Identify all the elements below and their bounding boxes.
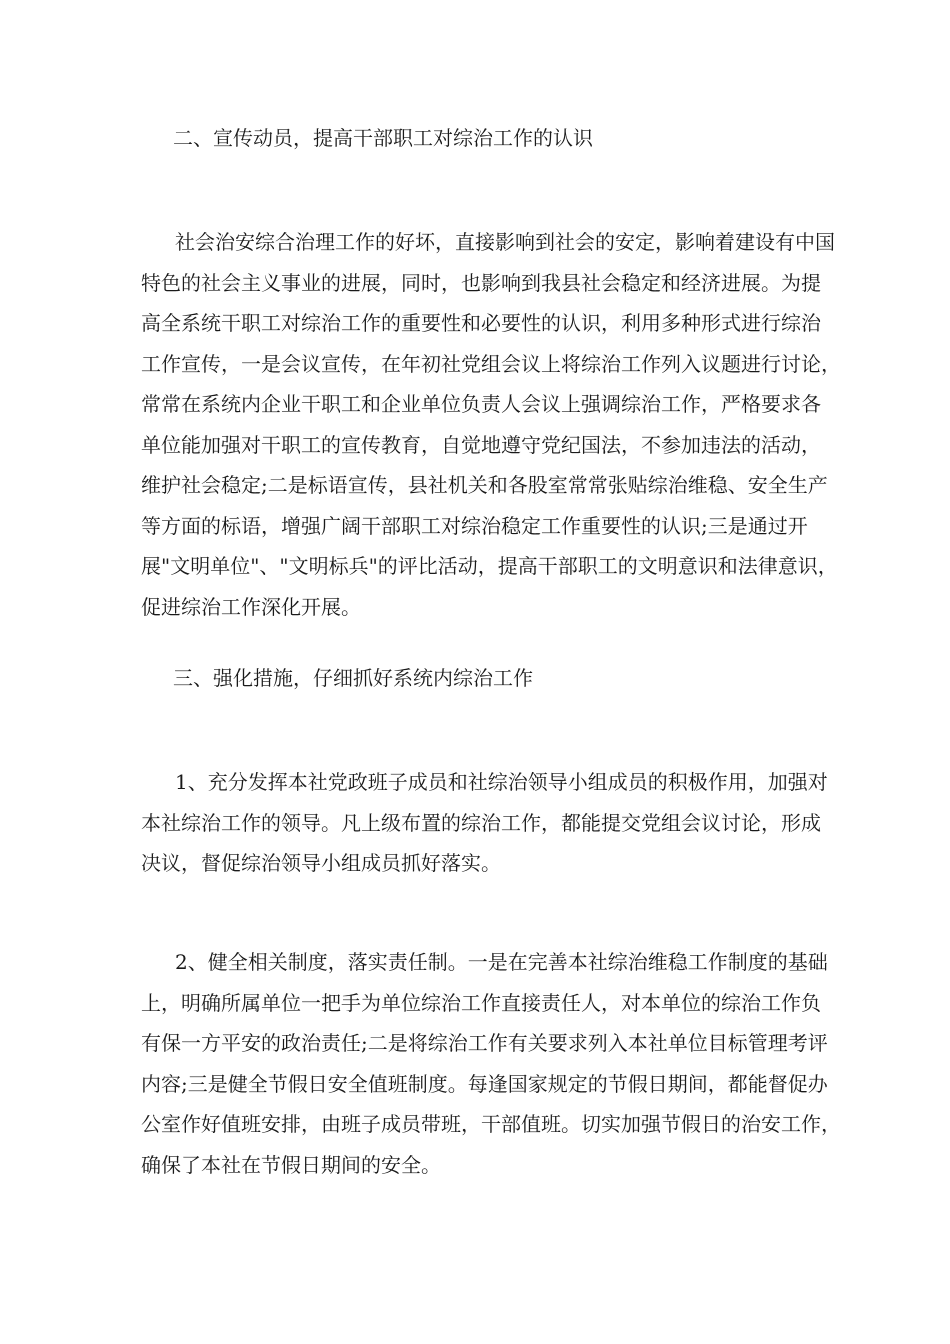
- paragraph-line: 上，明确所属单位一把手为单位综治工作直接责任人，对本单位的综治工作负: [141, 990, 821, 1015]
- paragraph-item-1: [141, 762, 828, 884]
- paragraph-line: 展"文明单位"、"文明标兵"的评比活动，提高干部职工的文明意识和法律意识，: [141, 554, 838, 578]
- paragraph-line: 公室作好值班安排，由班子成员带班，干部值班。切实加强节假日的治安工作，: [141, 1112, 841, 1136]
- paragraph-line: 社会治安综合治理工作的好坏，直接影响到社会的安定，影响着建设有中国: [175, 230, 835, 254]
- paragraph-line: 本社综治工作的领导。凡上级布置的综治工作，都能提交党组会议讨论，形成: [141, 810, 821, 835]
- paragraph-line: 2、健全相关制度，落实责任制。一是在完善本社综治维稳工作制度的基础: [175, 950, 828, 974]
- paragraph-line: 有保一方平安的政治责任;二是将综治工作有关要求列入本社单位目标管理考评: [141, 1031, 828, 1055]
- paragraph-line: 决议，督促综治领导小组成员抓好落实。: [141, 851, 501, 875]
- paragraph-line: 高全系统干职工对综治工作的重要性和必要性的认识，利用多种形式进行综治: [141, 311, 821, 335]
- paragraph-line: 促进综治工作深化开展。: [141, 594, 361, 619]
- paragraph-line: 维护社会稳定;二是标语宣传，县社机关和各股室常常张贴综治维稳、安全生产: [141, 473, 828, 497]
- paragraph-line: 等方面的标语，增强广阔干部职工对综治稳定工作重要性的认识;三是通过开: [141, 513, 808, 538]
- paragraph-propaganda: [141, 222, 841, 627]
- section-heading-measures: 三、强化措施，仔细抓好系统内综治工作: [173, 666, 533, 690]
- section-heading-propaganda: 二、宣传动员，提高干部职工对综治工作的认识: [173, 126, 593, 150]
- paragraph-line: 特色的社会主义事业的进展，同时，也影响到我县社会稳定和经济进展。为提: [141, 270, 821, 295]
- paragraph-line: 单位能加强对干职工的宣传教育，自觉地遵守党纪国法，不参加违法的活动，: [141, 432, 821, 457]
- paragraph-item-2: [141, 942, 841, 1185]
- paragraph-line: 工作宣传，一是会议宣传，在年初社党组会议上将综治工作列入议题进行讨论，: [141, 351, 841, 376]
- paragraph-line: 常常在系统内企业干职工和企业单位负责人会议上强调综治工作，严格要求各: [141, 392, 821, 416]
- paragraph-line: 确保了本社在节假日期间的安全。: [141, 1152, 441, 1177]
- paragraph-line: 1、充分发挥本社党政班子成员和社综治领导小组成员的积极作用，加强对: [175, 770, 828, 794]
- paragraph-line: 内容;三是健全节假日安全值班制度。每逢国家规定的节假日期间，都能督促办: [141, 1071, 828, 1096]
